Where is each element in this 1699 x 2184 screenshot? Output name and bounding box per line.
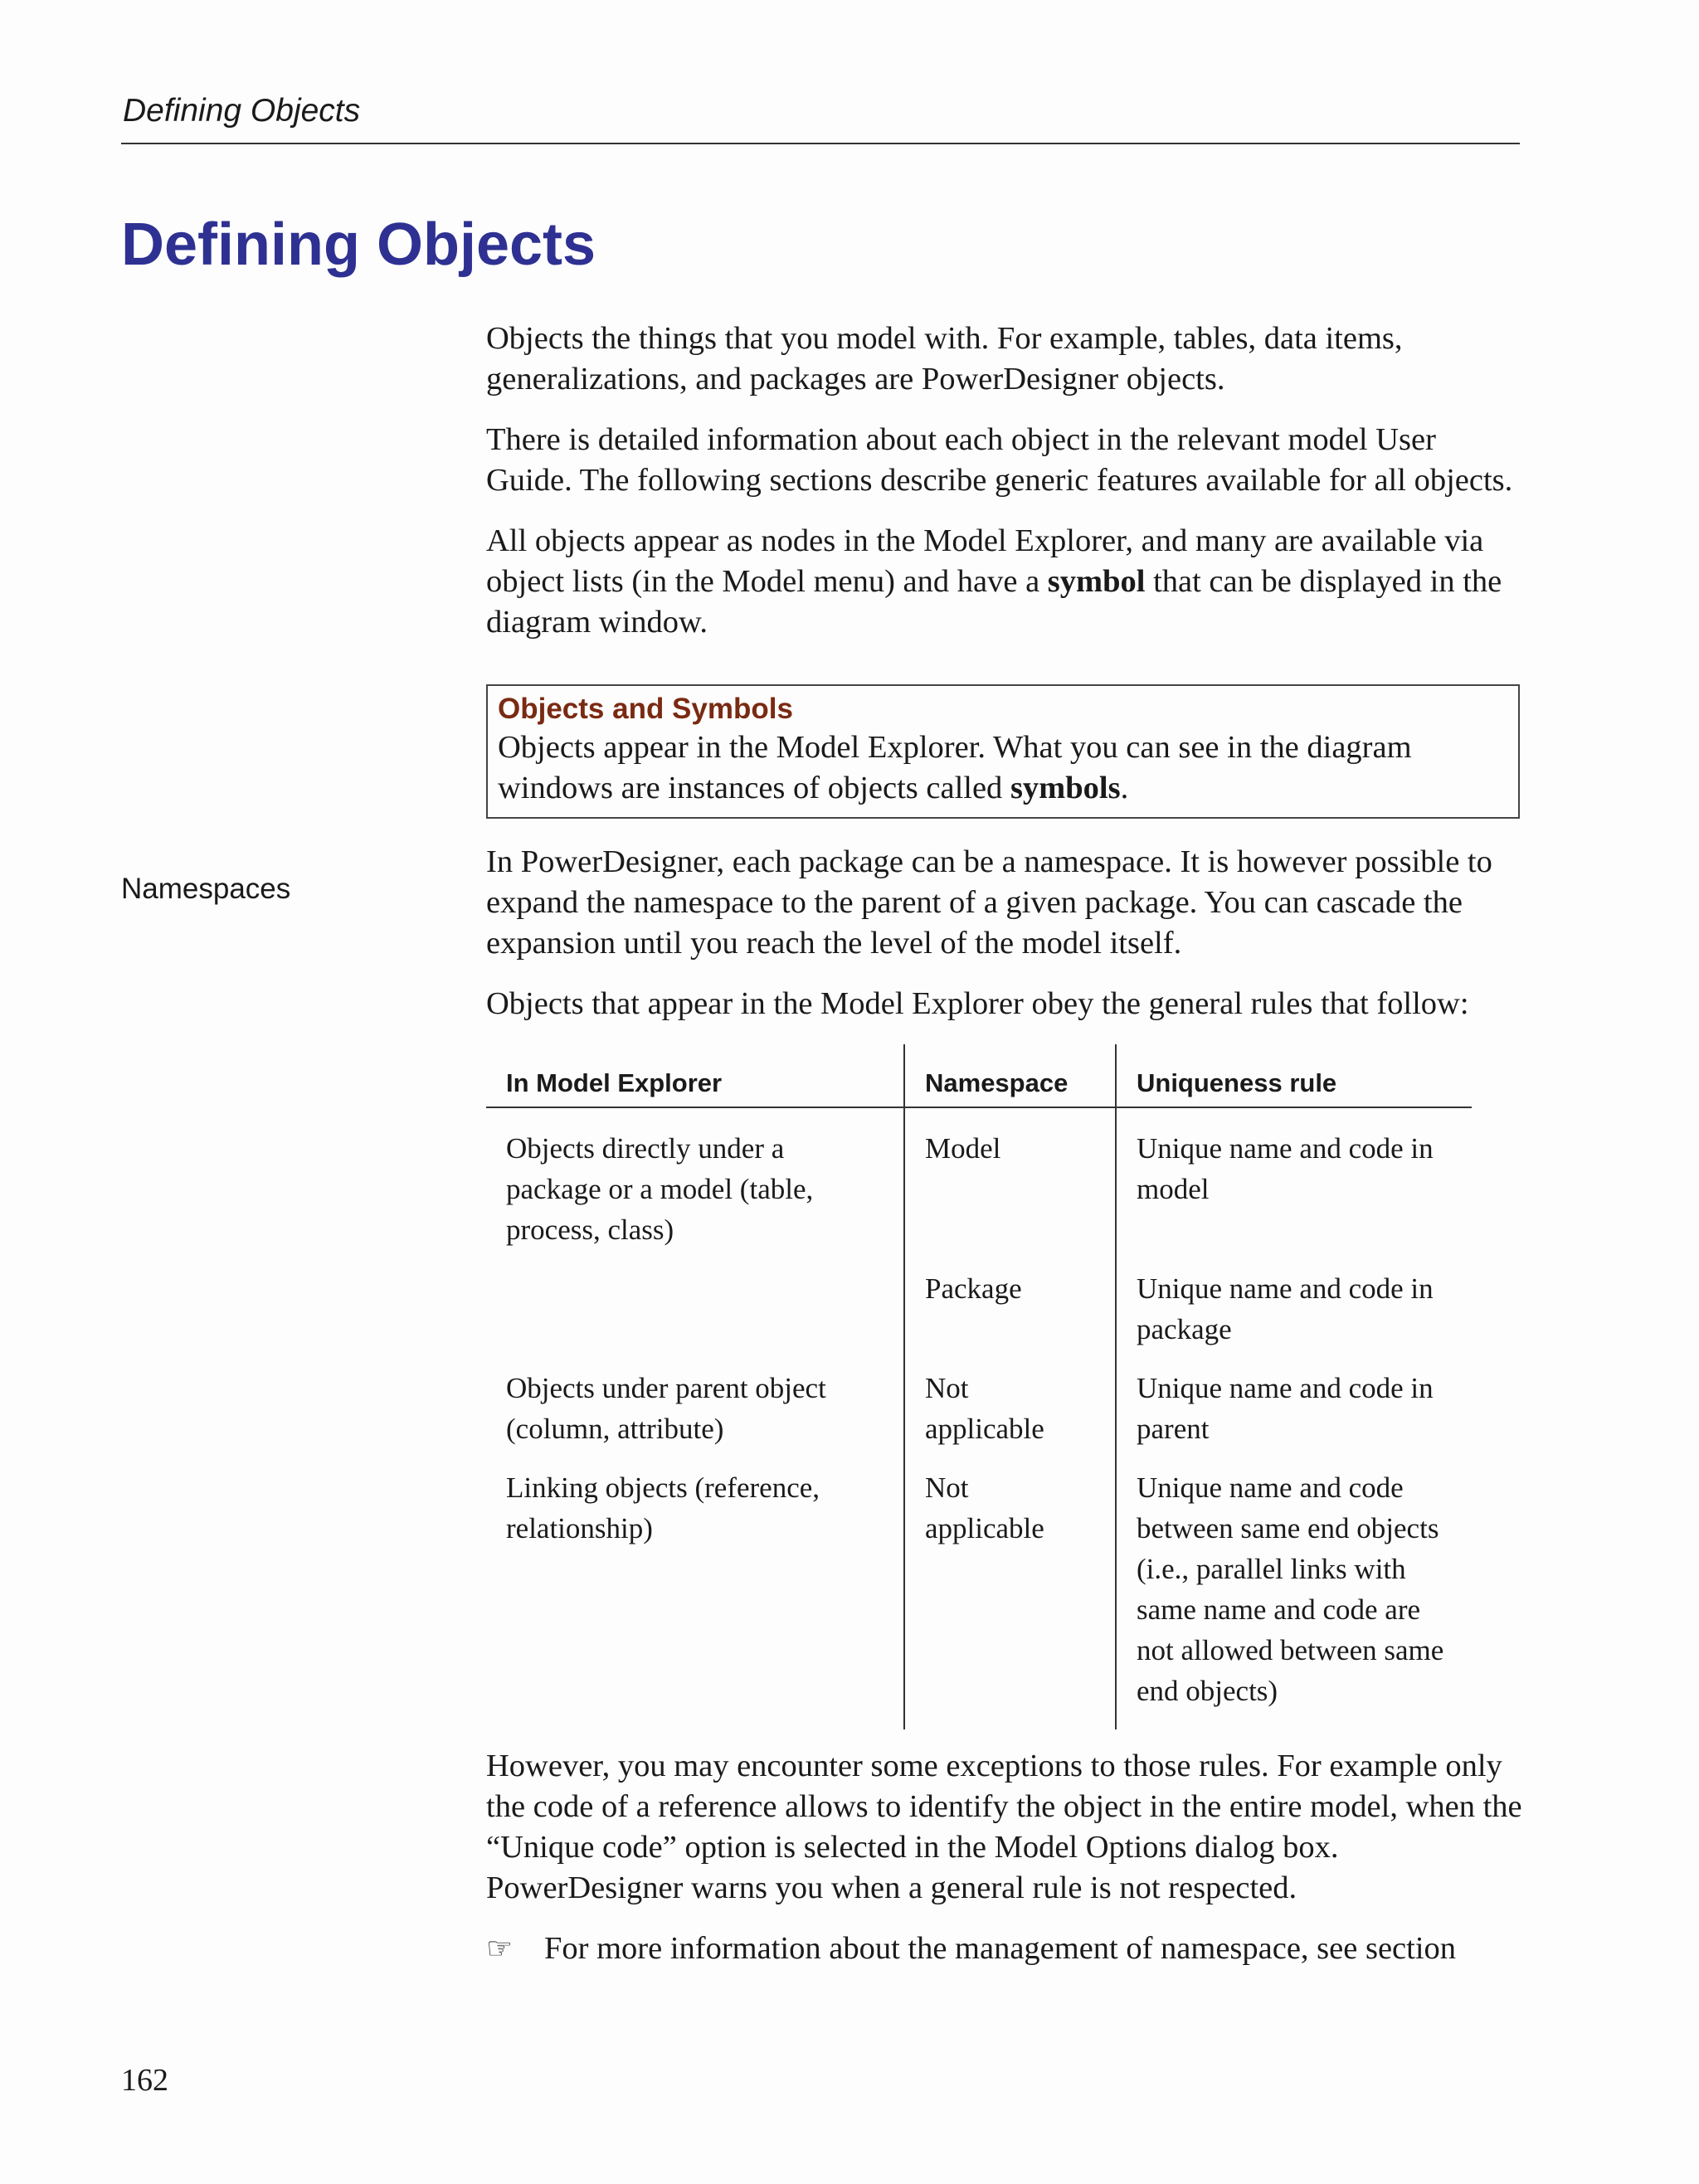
- see-also-reference: [486, 1929, 1523, 1969]
- table-row: [486, 1467, 1472, 1729]
- table-cell: Package: [904, 1268, 1116, 1368]
- table-header-cell: Namespace: [904, 1044, 1116, 1107]
- table-cell: Objects directly under a package or a model (table, process, class): [506, 1132, 814, 1246]
- header-rule: [121, 143, 1520, 144]
- pointing-hand-icon: ☞: [486, 1932, 514, 1966]
- intro-p3-text-end: that can be displayed in the diagram window.: [486, 564, 1502, 640]
- body-text: [486, 319, 1523, 1969]
- page-title: Defining Objects: [121, 212, 596, 278]
- table-header-row: [486, 1044, 1472, 1107]
- table-cell: Not applicable: [904, 1368, 1116, 1467]
- uniqueness-rules-table: [486, 1044, 1472, 1729]
- table-header-cell: Uniqueness rule: [1116, 1044, 1472, 1107]
- intro-p3-bold: symbol: [1047, 564, 1146, 599]
- table-cell: [486, 1268, 904, 1368]
- table-cell: Objects under parent object (column, attribute): [506, 1372, 826, 1445]
- table-cell: Unique name and code in parent: [1116, 1368, 1472, 1467]
- table-cell: Linking objects (reference, relationship): [506, 1471, 820, 1544]
- table-header-cell: In Model Explorer: [486, 1044, 904, 1107]
- namespaces-paragraph-2: Objects that appear in the Model Explorer obey the general rules that follow:: [486, 986, 1469, 1021]
- table-cell: Unique name and code between same end objects (i.e., parallel links with same name and code are not allowed between same end objects): [1116, 1467, 1472, 1729]
- table-cell: Model: [904, 1107, 1116, 1268]
- intro-paragraph-3: [486, 521, 1523, 643]
- intro-p3-text: All objects appear as nodes in the Model Explorer, and many are available via object lists (in the Model menu) and have a: [486, 523, 1484, 599]
- note-text: [498, 727, 1508, 809]
- table-cell: Not applicable: [904, 1467, 1116, 1729]
- see-also-text: For more information about the management of namespace, see section: [544, 1931, 1457, 1966]
- table-row: [486, 1268, 1472, 1368]
- margin-label-namespaces: Namespaces: [121, 873, 291, 905]
- intro-paragraph-1: Objects the things that you model with. For example, tables, data items, generalizations, and packages are PowerDesigner objects.: [486, 321, 1403, 396]
- table-row: [486, 1107, 1472, 1268]
- note-box: [486, 684, 1520, 819]
- table-row: [486, 1368, 1472, 1467]
- note-text-end: .: [1120, 771, 1129, 805]
- intro-paragraph-2: There is detailed information about each object in the relevant model User Guide. The following sections describe generic features available for all objects.: [486, 422, 1513, 498]
- table-cell: Unique name and code in package: [1116, 1268, 1472, 1368]
- table-cell: Unique name and code in model: [1116, 1107, 1472, 1268]
- note-text-bold: symbols: [1010, 771, 1121, 805]
- exceptions-paragraph: However, you may encounter some exceptions to those rules. For example only the code of a reference allows to identify the object in the entire model, when the “Unique code” option is selected in the Model Options dialog box. PowerDesigner warns you when a general rule is not respected.: [486, 1749, 1522, 1905]
- page-number: 162: [121, 2063, 168, 2098]
- running-header: Defining Objects: [123, 93, 361, 129]
- note-title: Objects and Symbols: [498, 693, 793, 725]
- namespaces-paragraph-1: In PowerDesigner, each package can be a namespace. It is however possible to expand the namespace to the parent of a given package. You can cascade the expansion until you reach the level of the model itself.: [486, 844, 1492, 961]
- note-text-start: Objects appear in the Model Explorer. What you can see in the diagram windows are instances of objects called: [498, 730, 1412, 805]
